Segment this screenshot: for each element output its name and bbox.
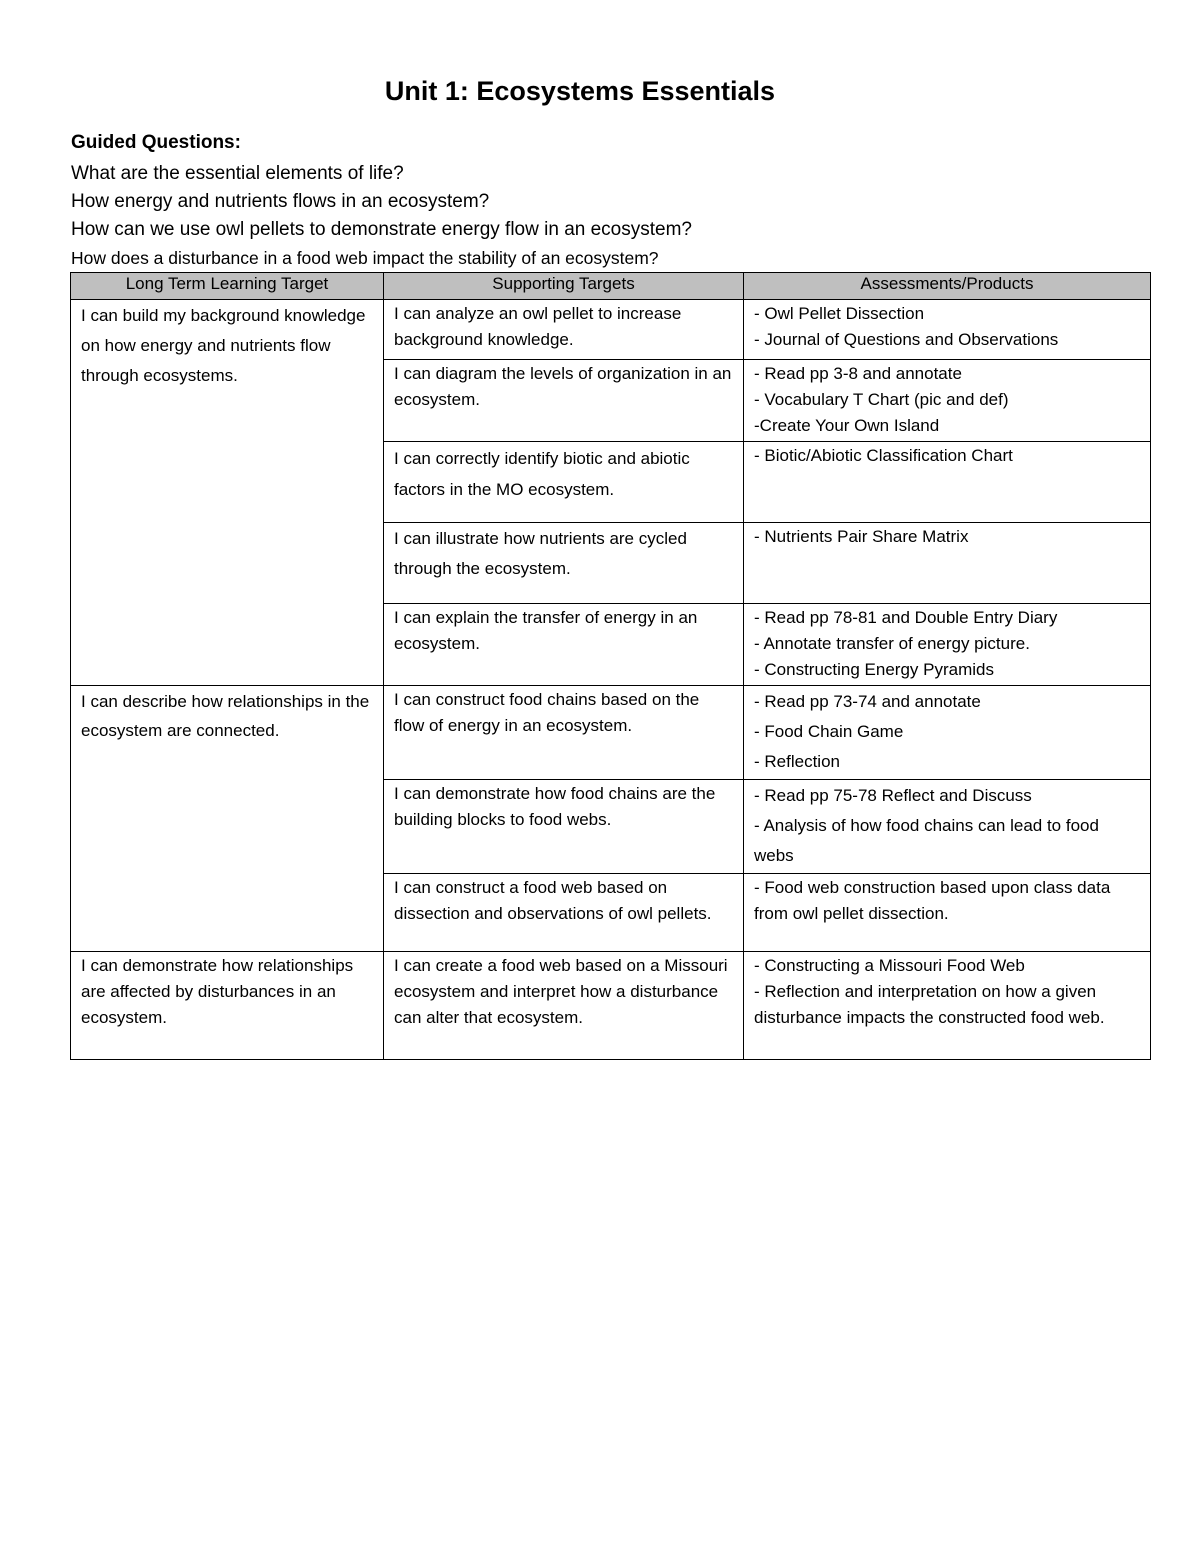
supporting-target-text: I can explain the transfer of energy in an ecosystem.: [394, 608, 698, 653]
long-term-target-cell: [71, 952, 384, 1060]
long-term-target-cell: [71, 300, 384, 686]
supporting-target-text: I can construct food chains based on the flow of energy in an ecosystem.: [394, 690, 700, 735]
supporting-target-cell: [384, 952, 744, 1060]
header-assessments-products: Assessments/Products: [744, 273, 1151, 300]
products-cell: [744, 874, 1151, 952]
header-long-term-target: Long Term Learning Target: [71, 273, 384, 300]
table-row: [71, 952, 1151, 1060]
supporting-target-cell: [384, 686, 744, 780]
products-cell: [744, 952, 1151, 1060]
table-row: [71, 300, 1151, 360]
supporting-target-text: I can diagram the levels of organization in an ecosystem.: [394, 364, 732, 409]
long-term-target-cell: [71, 686, 384, 952]
supporting-target-cell: [384, 360, 744, 442]
supporting-target-text: I can illustrate how nutrients are cycled through the ecosystem.: [394, 529, 687, 578]
list-item: - Read pp 73-74 and annotate: [754, 692, 981, 711]
products-list: [754, 953, 1140, 1031]
list-item: - Read pp 3-8 and annotate: [754, 364, 962, 383]
long-term-target-text: I can demonstrate how relationships are affected by disturbances in an ecosystem.: [81, 956, 354, 1027]
list-item: - Journal of Questions and Observations: [754, 330, 1059, 349]
page-title: Unit 1: Ecosystems Essentials: [384, 76, 776, 106]
list-item: - Reflection and interpretation on how a given disturbance impacts the constructed food web.: [754, 982, 1105, 1027]
products-list: [754, 875, 1140, 927]
supporting-target-text: I can demonstrate how food chains are the building blocks to food webs.: [394, 784, 716, 829]
list-item: - Read pp 75-78 Reflect and Discuss: [754, 786, 1032, 805]
long-term-target-text: I can describe how relationships in the ecosystem are connected.: [81, 692, 370, 740]
guided-question: How energy and nutrients flows in an ecosystem?: [71, 191, 490, 212]
list-item: - Constructing a Missouri Food Web: [754, 956, 1025, 975]
list-item: - Constructing Energy Pyramids: [754, 660, 994, 679]
supporting-target-cell: [384, 300, 744, 360]
list-item: -Create Your Own Island: [754, 416, 940, 435]
products-list: [754, 605, 1140, 683]
products-list: [754, 301, 1140, 353]
guided-question: How does a disturbance in a food web impact the stability of an ecosystem?: [71, 248, 659, 268]
supporting-target-cell: [384, 442, 744, 523]
list-item: - Food Chain Game: [754, 722, 904, 741]
table-header-row: [71, 273, 1151, 300]
guided-question: What are the essential elements of life?: [71, 163, 404, 184]
supporting-target-cell: [384, 780, 744, 874]
list-item: - Owl Pellet Dissection: [754, 304, 925, 323]
list-item: - Nutrients Pair Share Matrix: [754, 527, 969, 546]
products-cell: [744, 604, 1151, 686]
learning-targets-table: [70, 272, 1151, 1060]
supporting-target-text: I can correctly identify biotic and abiotic factors in the MO ecosystem.: [394, 449, 690, 499]
supporting-target-text: I can create a food web based on a Missouri ecosystem and interpret how a disturbance can alter that ecosystem.: [394, 956, 728, 1027]
products-list: [754, 687, 1140, 777]
supporting-target-cell: [384, 874, 744, 952]
products-list: [754, 781, 1140, 871]
list-item: - Reflection: [754, 752, 840, 771]
products-cell: [744, 360, 1151, 442]
supporting-target-cell: [384, 523, 744, 604]
table-row: [71, 686, 1151, 780]
supporting-target-text: I can analyze an owl pellet to increase background knowledge.: [394, 304, 682, 349]
products-cell: [744, 686, 1151, 780]
list-item: - Annotate transfer of energy picture.: [754, 634, 1030, 653]
supporting-target-text: I can construct a food web based on dissection and observations of owl pellets.: [394, 878, 712, 923]
products-cell: [744, 300, 1151, 360]
list-item: - Food web construction based upon class data from owl pellet dissection.: [754, 878, 1111, 923]
products-cell: [744, 523, 1151, 604]
products-list: [754, 443, 1140, 469]
products-list: [754, 361, 1140, 439]
products-cell: [744, 442, 1151, 523]
products-list: [754, 524, 1140, 550]
list-item: - Vocabulary T Chart (pic and def): [754, 390, 1009, 409]
header-supporting-targets: Supporting Targets: [384, 273, 744, 300]
list-item: - Analysis of how food chains can lead to food webs: [754, 816, 1099, 865]
list-item: - Biotic/Abiotic Classification Chart: [754, 446, 1013, 465]
guided-questions-list: [71, 160, 692, 272]
list-item: - Read pp 78-81 and Double Entry Diary: [754, 608, 1058, 627]
products-cell: [744, 780, 1151, 874]
supporting-target-cell: [384, 604, 744, 686]
guided-questions-heading: Guided Questions:: [71, 132, 241, 153]
long-term-target-text: I can build my background knowledge on how energy and nutrients flow through ecosystems.: [81, 306, 366, 385]
guided-question: How can we use owl pellets to demonstrate energy flow in an ecosystem?: [71, 219, 692, 240]
